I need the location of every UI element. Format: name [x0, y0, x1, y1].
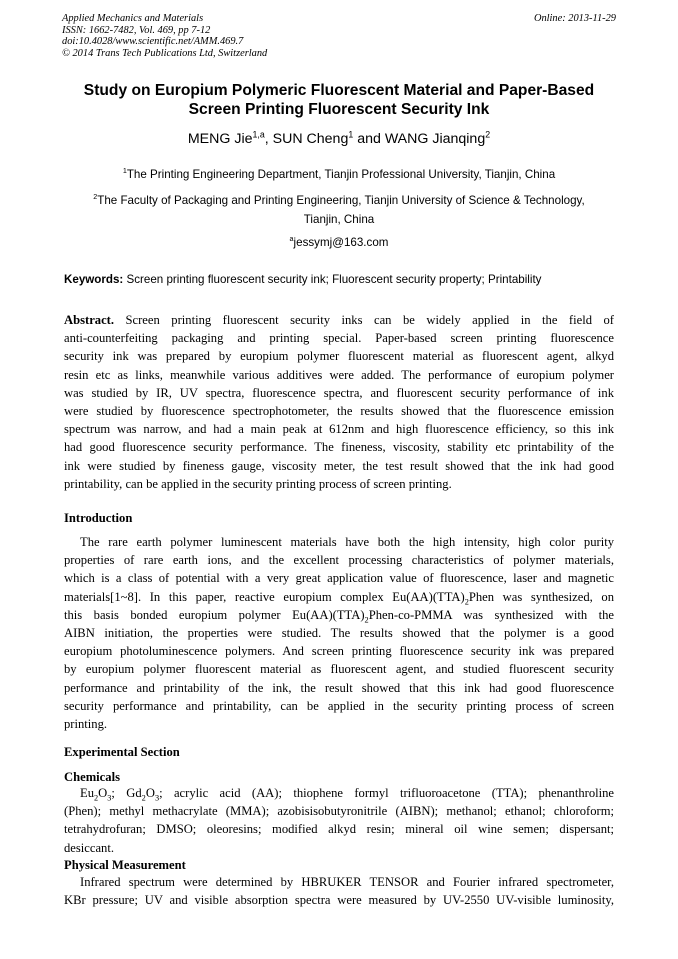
abstract-line: Abstract. Screen printing fluorescent security inks can be widely applied in the field of — [64, 313, 614, 327]
affiliation-mark: 2 — [93, 192, 98, 202]
abstract-line: were studied by fluorescence spectrophotometer, the results showed that the fluorescence emission — [64, 403, 614, 418]
author-separator: , — [264, 131, 273, 147]
intro-line: The rare earth polymer luminescent materials have both the high intensity, high color purity — [80, 535, 614, 549]
intro-line: properties of rare earth ions, and the excellent processing characteristics of polymer materials, — [64, 553, 614, 568]
doi-line[interactable]: doi:10.4028/www.scientific.net/AMM.469.7 — [62, 36, 244, 48]
physical-measurement-body — [64, 873, 614, 909]
abstract-line: resin etc as links, meanwhile various additives were added. The performance of europium polymer — [64, 367, 614, 382]
chemicals-line: tetrahydrofuran; DMSO; oleoresins; modified alkyd resin; mineral oil wine semen; dispersant; — [64, 822, 614, 837]
online-date: Online: 2013-11-29 — [533, 13, 616, 24]
affiliation-text: The Faculty of Packaging and Printing Engineering, Tianjin University of Science & Technology, — [97, 194, 585, 207]
intro-line: europium photoluminescence polymers. And screen printing fluorescence security ink was prepared — [64, 644, 614, 659]
email-address[interactable]: jessymj@163.com — [293, 236, 389, 249]
section-heading-introduction: Introduction — [64, 511, 133, 525]
intro-line: security performance and printability, can be applied in the security printing process of screen — [64, 698, 614, 713]
keywords — [64, 272, 624, 288]
copyright-line: © 2014 Trans Tech Publications Ltd, Switzerland — [62, 47, 268, 59]
abstract-line: anti-counterfeiting packaging and printing special. Paper-based screen printing fluorescence — [64, 331, 614, 346]
abstract-line: spectrum was narrow, and had a main peak at 612nm and high fluorescence efficiency, so this ink — [64, 422, 614, 437]
physical-line: Infrared spectrum were determined by HBRUKER TENSOR and Fourier infrared spectrometer, — [80, 875, 614, 889]
abstract-line: was studied by IR, UV spectra, fluorescence spectra, and fluorescent security performance of ink — [64, 385, 614, 400]
title-line-1: Study on Europium Polymeric Fluorescent Material and Paper-Based — [83, 82, 595, 99]
journal-header — [62, 13, 267, 59]
journal-name: Applied Mechanics and Materials — [62, 13, 204, 24]
chemicals-line: $Eu_2O_3$; $Gd_2O_3$; acrylic acid (AA); thiophene formyl trifluoroacetone (TTA); phenanthroline — [80, 786, 614, 803]
intro-line: which is a class of potential with a very great application value of fluorescence, laser and magnetic — [64, 571, 614, 586]
abstract-label: Abstract. — [64, 313, 115, 327]
affiliation-1 — [40, 165, 638, 184]
introduction-body — [64, 533, 614, 733]
keywords-text: Screen printing fluorescent security ink; Fluorescent security property; Printability — [123, 273, 542, 286]
affiliation-2 — [40, 191, 638, 229]
affiliation-mark: a — [289, 234, 294, 244]
author-name: MENG Jie — [187, 131, 253, 147]
intro-line: by europium polymer fluorescent material as fluorescent agent, and studied fluorescent security — [64, 662, 614, 677]
abstract-line: ink were studied by fineness gauge, viscosity meter, the test result showed that the ink had good — [64, 458, 614, 473]
intro-line: AIBN initiation, the properties were studied. The results showed that the polymer is a good — [64, 625, 614, 640]
author-name: SUN Cheng — [272, 131, 349, 147]
subsection-heading-chemicals: Chemicals — [64, 770, 120, 784]
intro-line: printing. — [64, 716, 108, 731]
paper-title — [40, 81, 638, 119]
intro-line: performance and printability of the ink, the result showed that this ink had good fluorescence — [64, 680, 614, 695]
title-line-2: Screen Printing Fluorescent Security Ink — [188, 101, 490, 118]
chemicals-body — [64, 784, 614, 857]
affiliation-mark: 1 — [122, 166, 127, 176]
affiliation-text-cont: Tianjin, China — [303, 213, 375, 226]
abstract-line: security ink was prepared by europium polymer fluorescent material as fluorescent agent, alkyd — [64, 349, 614, 364]
issn-line: ISSN: 1662-7482, Vol. 469, pp 7-12 — [62, 24, 211, 36]
author-affiliation-mark: 2 — [485, 129, 491, 140]
chemicals-line: desiccant. — [64, 840, 114, 855]
author-affiliation-mark: 1 — [348, 129, 354, 140]
author-list — [40, 130, 638, 148]
abstract — [64, 311, 614, 493]
chemicals-line: (Phen); methyl methacrylate (MMA); azobisisobutyronitrile (AIBN); methanol; ethanol; chloroform; — [64, 804, 614, 819]
intro-line: materials[1~8]. In this paper, reactive europium complex $Eu(AA)(TTA)_2Phen$ was synthesized, on — [64, 589, 614, 607]
abstract-line: printability, can be applied in the security printing process of screen printing. — [64, 476, 452, 491]
abstract-line: had good fluorescence security performance. The fineness, viscosity, stability etc printability of the — [64, 440, 614, 455]
author-separator: and — [353, 131, 385, 147]
subsection-heading-physical-measurement: Physical Measurement — [64, 858, 186, 872]
section-heading-experimental: Experimental Section — [64, 745, 180, 759]
intro-line: this basis bonded europium polymer $Eu(AA)(TTA)_2Phen-co$-PMMA was synthesized with the — [64, 607, 614, 625]
author-affiliation-mark: 1,a — [252, 129, 265, 140]
keywords-label: Keywords: — [64, 273, 124, 286]
author-name: WANG Jianqing — [384, 131, 486, 147]
corresponding-email — [40, 233, 638, 252]
affiliation-text: The Printing Engineering Department, Tianjin Professional University, Tianjin, China — [126, 168, 556, 181]
physical-line: KBr pressure; UV and visible absorption spectra were measured by UV-2550 UV-visible luminosity, — [64, 893, 614, 908]
